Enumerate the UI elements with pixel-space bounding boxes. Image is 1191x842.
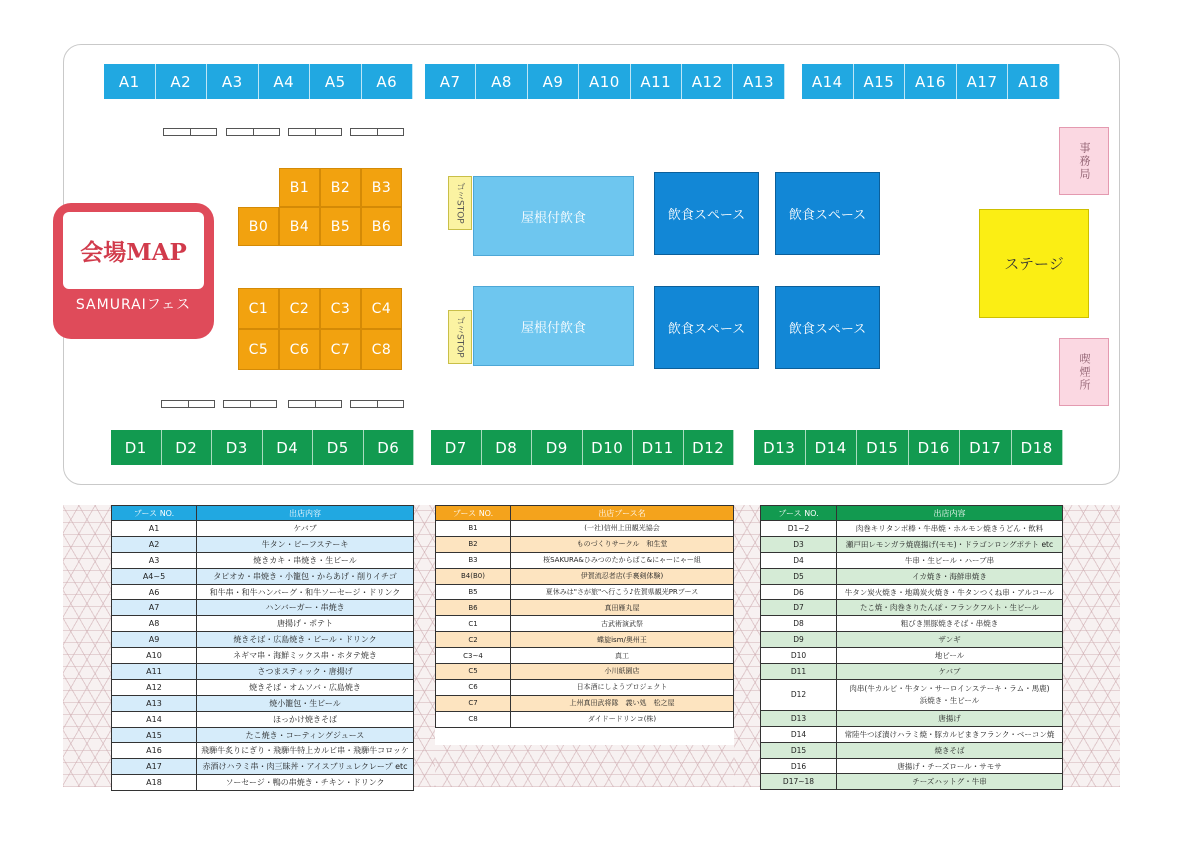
booth-a12: A12 [682, 64, 733, 99]
booth-number-cell: D13 [761, 710, 837, 726]
booth-d6: D6 [364, 430, 415, 465]
booth-content-cell: ケバブ [837, 664, 1063, 680]
booth-number-cell: D4 [761, 552, 837, 568]
booth-c5: C5 [238, 329, 279, 370]
bench [288, 128, 342, 136]
booth-number-cell: A18 [112, 775, 197, 791]
booth-a7: A7 [425, 64, 476, 99]
booth-number-cell: D1~2 [761, 521, 837, 537]
roofed-seating: 屋根付飲食 [473, 286, 634, 366]
venue-logo [53, 203, 214, 339]
booth-d13: D13 [754, 430, 806, 465]
booth-a11: A11 [631, 64, 682, 99]
bench [161, 400, 215, 408]
booth-content-cell: 焼きそば・広島焼き・ビール・ドリンク [197, 632, 414, 648]
table-row [112, 775, 414, 791]
bench-seat [161, 400, 188, 408]
table-row [436, 679, 734, 695]
logo-subtitle: SAMURAIフェス [75, 297, 192, 313]
booth-content-cell: 常陸牛つぼ漬けハラミ焼・豚カルビまきフランク・ベーコン焼 [837, 726, 1063, 742]
booth-d10: D10 [583, 430, 634, 465]
table-row [112, 600, 414, 616]
booth-number-cell: D7 [761, 600, 837, 616]
table-a-header-content: 出店内容 [197, 506, 414, 521]
booth-d14: D14 [806, 430, 858, 465]
booth-number-cell: B6 [436, 600, 511, 616]
booth-content-cell: たこ焼き・コーティングジュース [197, 727, 414, 743]
table-row [436, 648, 734, 664]
booth-number-cell: B4(B0) [436, 568, 511, 584]
bench-seat [288, 400, 315, 408]
booth-content-cell: 蝶旋ism/奥州王 [511, 632, 734, 648]
bench-seat [350, 128, 377, 136]
booth-number-cell: D5 [761, 568, 837, 584]
booth-content-cell: 和牛串・和牛ハンバーグ・和牛ソーセージ・ドリンク [197, 584, 414, 600]
booth-number-cell: A14 [112, 711, 197, 727]
booth-content-cell: 上州真田武将隊 義い処 松之屋 [511, 695, 734, 711]
bench [350, 128, 404, 136]
table-row [761, 552, 1063, 568]
booth-content-cell: ハンバーガー・串焼き [197, 600, 414, 616]
booth-number-cell: A8 [112, 616, 197, 632]
table-row [112, 632, 414, 648]
bench-seat [223, 400, 250, 408]
booth-a14: A14 [802, 64, 854, 99]
table-row [761, 648, 1063, 664]
bench-seat [250, 400, 278, 408]
venue-map [63, 44, 1120, 485]
booth-c4: C4 [361, 288, 402, 329]
booth-content-cell: 地ビール [837, 648, 1063, 664]
table-d-header-booth-no: ブース NO. [761, 506, 837, 521]
booth-a6: A6 [362, 64, 414, 99]
booth-number-cell: C1 [436, 616, 511, 632]
table-row [761, 632, 1063, 648]
table-row [436, 584, 734, 600]
booth-d2: D2 [162, 430, 213, 465]
booth-content-cell: たこ焼・肉巻きりたんぽ・フランクフルト・生ビール [837, 600, 1063, 616]
booth-content-cell: 夏休みは"さが旅"へ行こう♪佐賀県観光PRブース [511, 584, 734, 600]
booth-d17: D17 [960, 430, 1012, 465]
booth-a9: A9 [528, 64, 579, 99]
booth-a17: A17 [957, 64, 1009, 99]
booth-number-cell: A3 [112, 552, 197, 568]
booth-table-d [760, 505, 1063, 790]
table-row [761, 616, 1063, 632]
booth-content-cell: 日本酒にしようプロジェクト [511, 679, 734, 695]
table-row [761, 600, 1063, 616]
booth-content-cell: 瀬戸田レモンガラ焼鹿揚げ(モモ)・ドラゴンロングポテト etc [837, 536, 1063, 552]
booth-number-cell: A7 [112, 600, 197, 616]
booth-number-cell: D17~18 [761, 774, 837, 790]
booth-number-cell: A9 [112, 632, 197, 648]
bench-seat [315, 128, 343, 136]
booth-b4: B4 [279, 207, 320, 246]
table-row [112, 552, 414, 568]
table-row [112, 727, 414, 743]
booth-number-cell: C5 [436, 664, 511, 680]
booth-number-cell: D6 [761, 584, 837, 600]
table-row [761, 679, 1063, 710]
booth-content-cell: 牛串・生ビール・ハーブ串 [837, 552, 1063, 568]
table-row [761, 536, 1063, 552]
pattern-gap-1 [414, 505, 435, 787]
booth-d4: D4 [263, 430, 314, 465]
booth-a8: A8 [476, 64, 527, 99]
booth-content-cell: ソーセージ・鴨の串焼き・チキン・ドリンク [197, 775, 414, 791]
booth-number-cell: A4~5 [112, 568, 197, 584]
bench-seat [253, 128, 281, 136]
booth-c6: C6 [279, 329, 320, 370]
table-a-header-booth-no: ブース NO. [112, 506, 197, 521]
booth-d16: D16 [909, 430, 961, 465]
eating-space: 飲食スペース [654, 172, 759, 255]
booth-b5: B5 [320, 207, 361, 246]
booth-content-cell: 伊賀流忍者店(手裏剣体験) [511, 568, 734, 584]
booth-d11: D11 [633, 430, 684, 465]
table-row [112, 568, 414, 584]
table-row [436, 600, 734, 616]
booth-content-cell: 小川紙園店 [511, 664, 734, 680]
booth-number-cell: D14 [761, 726, 837, 742]
booth-content-cell: 唐揚げ [837, 710, 1063, 726]
table-row [761, 521, 1063, 537]
booth-content-cell: 古武術演武祭 [511, 616, 734, 632]
booth-number-cell: C8 [436, 711, 511, 727]
bench [288, 400, 342, 408]
booth-a3: A3 [207, 64, 259, 99]
booth-a4: A4 [259, 64, 311, 99]
booth-content-cell: ネギマ串・海鮮ミックス串・ホタテ焼き [197, 648, 414, 664]
booth-number-cell: A10 [112, 648, 197, 664]
booth-table-b [435, 505, 734, 728]
table-row [761, 568, 1063, 584]
booth-number-cell: B2 [436, 536, 511, 552]
booth-number-cell: A13 [112, 695, 197, 711]
booth-number-cell: D11 [761, 664, 837, 680]
office: 事務局 [1059, 127, 1109, 195]
booth-a15: A15 [854, 64, 906, 99]
booth-number-cell: A2 [112, 536, 197, 552]
bench-seat [377, 400, 405, 408]
table-row [112, 536, 414, 552]
booth-content-cell: 焼きそば・オムソバ・広島焼き [197, 679, 414, 695]
booth-d15: D15 [857, 430, 909, 465]
booth-number-cell: D12 [761, 679, 837, 710]
table-b-header-booth-name: 出店ブース名 [511, 506, 734, 521]
booth-content-cell: 赤酒けハラミ串・肉三昧丼・アイスブリュレクレープ etc [197, 759, 414, 775]
booth-content-cell: ものづくりサークル 和生堂 [511, 536, 734, 552]
bench-seat [288, 128, 315, 136]
trash-station: ゴミSTOP [448, 310, 472, 364]
booth-a18: A18 [1008, 64, 1060, 99]
booth-number-cell: A1 [112, 521, 197, 537]
booth-d12: D12 [684, 430, 735, 465]
logo-panel [63, 212, 204, 289]
table-row [436, 552, 734, 568]
booth-content-cell: ほっかけ焼きそば [197, 711, 414, 727]
table-row [436, 632, 734, 648]
booth-number-cell: C6 [436, 679, 511, 695]
table-row [761, 742, 1063, 758]
booth-b0: B0 [238, 207, 279, 246]
table-row [436, 695, 734, 711]
booth-content-cell: さつまスティック・唐揚げ [197, 664, 414, 680]
booth-b3: B3 [361, 168, 402, 207]
table-row [436, 521, 734, 537]
roofed-seating: 屋根付飲食 [473, 176, 634, 256]
booth-content-cell: 唐揚げ・チーズロール・サモサ [837, 758, 1063, 774]
table-row [436, 711, 734, 727]
booth-content-cell: 桜SAKURA&ひみつのたからばこ&にゃーにゃー組 [511, 552, 734, 568]
bench [350, 400, 404, 408]
booth-c7: C7 [320, 329, 361, 370]
table-row [112, 664, 414, 680]
pattern-right [1063, 505, 1120, 787]
booth-c3: C3 [320, 288, 361, 329]
bench-seat [190, 128, 218, 136]
table-row [112, 521, 414, 537]
booth-number-cell: A15 [112, 727, 197, 743]
booth-d9: D9 [532, 430, 583, 465]
booth-c1: C1 [238, 288, 279, 329]
booth-d1: D1 [111, 430, 162, 465]
booth-content-cell: 真田雁丸屋 [511, 600, 734, 616]
table-row [761, 726, 1063, 742]
eating-space: 飲食スペース [654, 286, 759, 369]
booth-number-cell: D16 [761, 758, 837, 774]
booth-a2: A2 [156, 64, 208, 99]
booth-content-cell: 粗びき黒豚焼きそば・串焼き [837, 616, 1063, 632]
booth-content-cell: 牛タン炭火焼き・地鶏炭火焼き・牛タンつくね串・アルコール [837, 584, 1063, 600]
table-row [436, 536, 734, 552]
table-row [761, 758, 1063, 774]
booth-b1: B1 [279, 168, 320, 207]
booth-content-cell: (一社)信州上田観光協会 [511, 521, 734, 537]
table-row [761, 774, 1063, 790]
booth-number-cell: B1 [436, 521, 511, 537]
table-row [112, 616, 414, 632]
table-row [112, 648, 414, 664]
booth-content-cell: 肉串(牛カルビ・牛タン・サーロインステーキ・ラム・馬鹿) 浜焼き・生ビール [837, 679, 1063, 710]
booth-number-cell: D15 [761, 742, 837, 758]
table-row [112, 759, 414, 775]
bench-seat [377, 128, 405, 136]
booth-number-cell: C3~4 [436, 648, 511, 664]
booth-b2: B2 [320, 168, 361, 207]
eating-space: 飲食スペース [775, 286, 880, 369]
booth-c2: C2 [279, 288, 320, 329]
table-b-header-booth-no: ブース NO. [436, 506, 511, 521]
table-row [436, 568, 734, 584]
booth-content-cell: 肉巻キリタンポ棒・牛串焼・ホルモン焼きうどん・飲料 [837, 521, 1063, 537]
smoking-area: 喫煙所 [1059, 338, 1109, 406]
bench [163, 128, 217, 136]
table-row [761, 664, 1063, 680]
booth-content-cell: タピオカ・串焼き・小籠包・からあげ・削りイチゴ [197, 568, 414, 584]
bench [223, 400, 277, 408]
pattern-under-b [435, 745, 734, 787]
booth-c8: C8 [361, 329, 402, 370]
pattern-left [63, 505, 111, 787]
booth-number-cell: A6 [112, 584, 197, 600]
table-row [436, 664, 734, 680]
booth-d5: D5 [313, 430, 364, 465]
booth-content-cell: ダイドードリンコ(株) [511, 711, 734, 727]
booth-content-cell: 飛騨牛炙りにぎり・飛騨牛特上カルビ串・飛騨牛コロッケ [197, 743, 414, 759]
booth-number-cell: A12 [112, 679, 197, 695]
booth-table-a [111, 505, 414, 791]
table-row [761, 584, 1063, 600]
booth-number-cell: A16 [112, 743, 197, 759]
booth-content-cell: 焼きそば [837, 742, 1063, 758]
booth-content-cell: 牛タン・ビーフステーキ [197, 536, 414, 552]
booth-d8: D8 [482, 430, 533, 465]
booth-content-cell: 焼小籠包・生ビール [197, 695, 414, 711]
booth-content-cell: 真工 [511, 648, 734, 664]
table-row [112, 584, 414, 600]
booth-a1: A1 [104, 64, 156, 99]
booth-content-cell: チーズハットグ・牛串 [837, 774, 1063, 790]
booth-number-cell: B3 [436, 552, 511, 568]
table-row [112, 679, 414, 695]
pattern-gap-2 [734, 505, 760, 787]
booth-a16: A16 [905, 64, 957, 99]
booth-number-cell: D9 [761, 632, 837, 648]
booth-d18: D18 [1012, 430, 1064, 465]
bench-seat [350, 400, 377, 408]
bench-seat [188, 400, 216, 408]
bench-seat [315, 400, 343, 408]
table-d-header-content: 出店内容 [837, 506, 1063, 521]
booth-d7: D7 [431, 430, 482, 465]
booth-a10: A10 [579, 64, 630, 99]
booth-content-cell: 唐揚げ・ポテト [197, 616, 414, 632]
table-row [436, 616, 734, 632]
booth-b6: B6 [361, 207, 402, 246]
booth-d3: D3 [212, 430, 263, 465]
booth-a13: A13 [733, 64, 784, 99]
booth-number-cell: C2 [436, 632, 511, 648]
eating-space: 飲食スペース [775, 172, 880, 255]
trash-station: ゴミSTOP [448, 176, 472, 230]
bench-seat [226, 128, 253, 136]
booth-content-cell: ケバブ [197, 521, 414, 537]
booth-number-cell: D10 [761, 648, 837, 664]
booth-number-cell: A17 [112, 759, 197, 775]
booth-number-cell: A11 [112, 664, 197, 680]
booth-content-cell: ザンギ [837, 632, 1063, 648]
booth-content-cell: イカ焼き・海鮮串焼き [837, 568, 1063, 584]
table-row [112, 711, 414, 727]
table-row [112, 743, 414, 759]
booth-number-cell: D8 [761, 616, 837, 632]
logo-title: 会場MAP [80, 239, 187, 266]
booth-a5: A5 [310, 64, 362, 99]
bench-seat [163, 128, 190, 136]
booth-number-cell: B5 [436, 584, 511, 600]
table-row [112, 695, 414, 711]
bench [226, 128, 280, 136]
booth-number-cell: C7 [436, 695, 511, 711]
booth-number-cell: D3 [761, 536, 837, 552]
booth-content-cell: 焼きカキ・串焼き・生ビール [197, 552, 414, 568]
table-row [761, 710, 1063, 726]
stage: ステージ [979, 209, 1089, 318]
